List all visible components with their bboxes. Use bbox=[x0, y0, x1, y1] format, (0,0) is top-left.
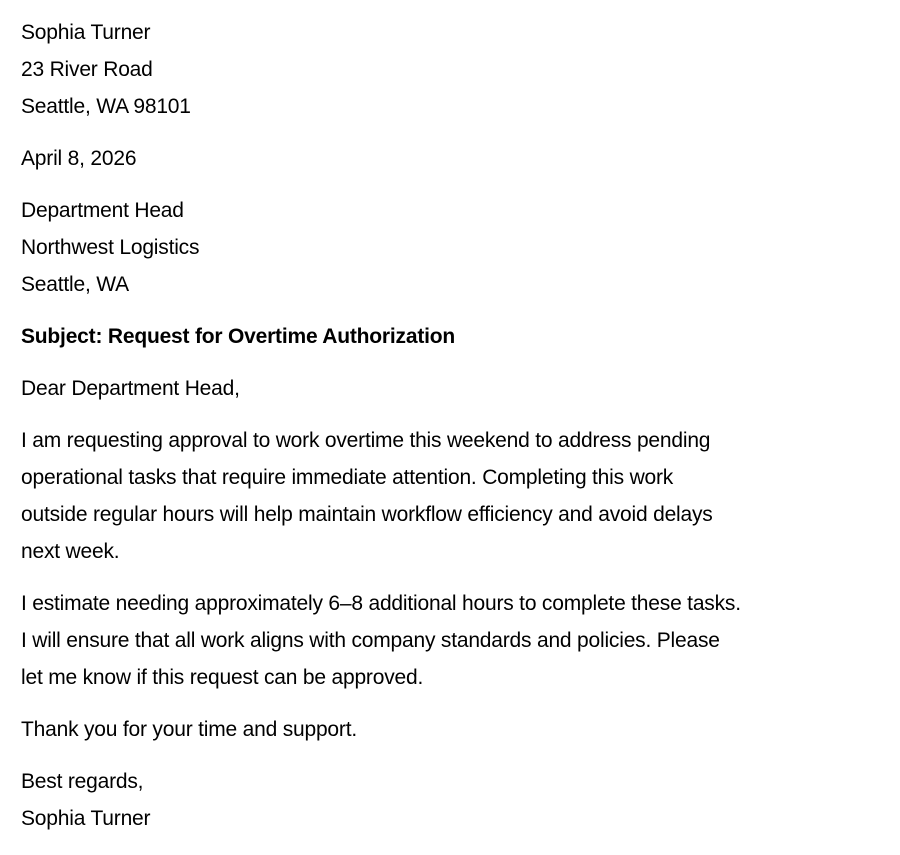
paragraph-line: I will ensure that all work aligns with company standards and policies. Please bbox=[21, 629, 720, 652]
sender-address bbox=[21, 14, 881, 125]
signature: Sophia Turner bbox=[21, 807, 151, 830]
recipient-company: Northwest Logistics bbox=[21, 236, 200, 259]
salutation: Dear Department Head, bbox=[21, 377, 240, 400]
subject-line: Subject: Request for Overtime Authorization bbox=[21, 325, 455, 348]
closing-block bbox=[21, 763, 881, 837]
paragraph-line: next week. bbox=[21, 540, 120, 563]
letter-date: April 8, 2026 bbox=[21, 147, 137, 170]
sender-name: Sophia Turner bbox=[21, 21, 151, 44]
sender-street: 23 River Road bbox=[21, 58, 153, 81]
paragraph-line: I estimate needing approximately 6–8 additional hours to complete these tasks. bbox=[21, 592, 741, 615]
sender-city-state-zip: Seattle, WA 98101 bbox=[21, 95, 191, 118]
paragraph-line: I am requesting approval to work overtime this weekend to address pending bbox=[21, 429, 711, 452]
recipient-address bbox=[21, 192, 881, 303]
paragraph-line: outside regular hours will help maintain workflow efficiency and avoid delays bbox=[21, 503, 713, 526]
salutation-block bbox=[21, 370, 881, 407]
body-paragraph-2 bbox=[21, 585, 881, 696]
paragraph-line: let me know if this request can be approved. bbox=[21, 666, 424, 689]
subject-block bbox=[21, 318, 881, 355]
paragraph-line: operational tasks that require immediate attention. Completing this work bbox=[21, 466, 674, 489]
paragraph-line: Thank you for your time and support. bbox=[21, 718, 357, 741]
body-paragraph-3 bbox=[21, 711, 881, 748]
body-paragraph-1 bbox=[21, 422, 881, 570]
letter-date-block bbox=[21, 140, 881, 177]
recipient-city-state: Seattle, WA bbox=[21, 273, 129, 296]
recipient-title: Department Head bbox=[21, 199, 184, 222]
closing: Best regards, bbox=[21, 770, 144, 793]
letter-page bbox=[21, 14, 881, 852]
